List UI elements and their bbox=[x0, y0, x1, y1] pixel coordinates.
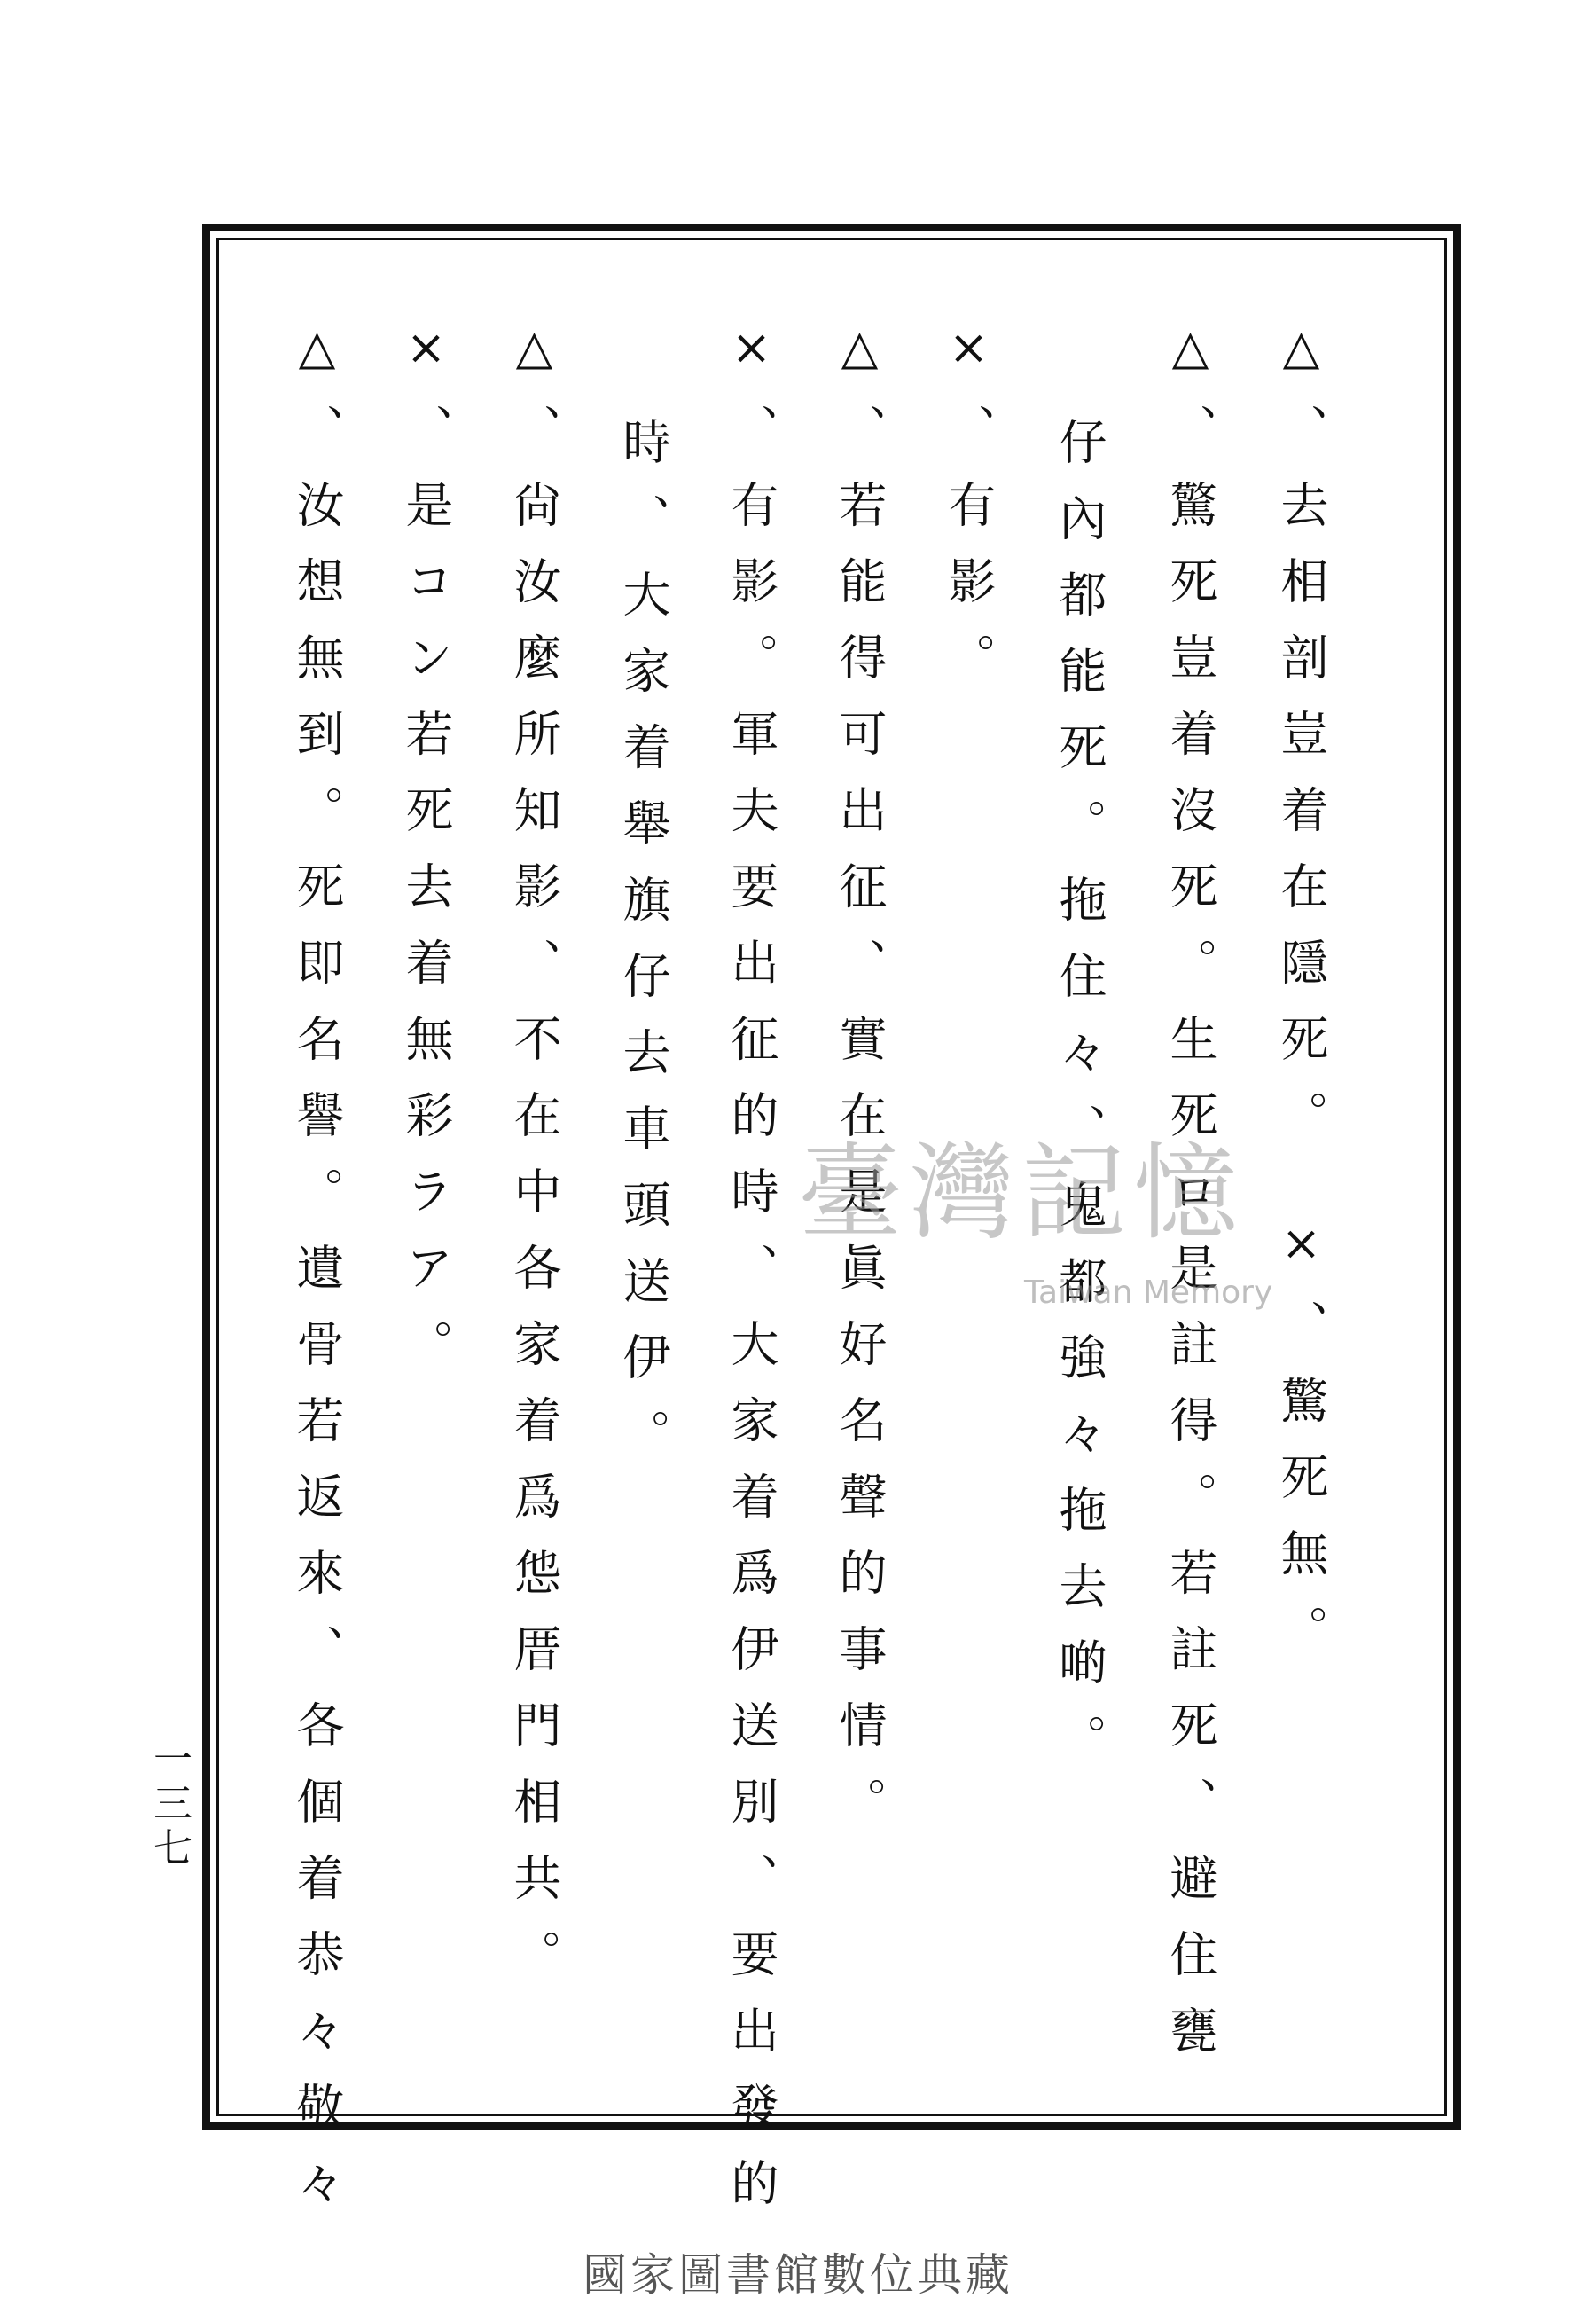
watermark-main: 臺灣記憶 bbox=[798, 1132, 1246, 1254]
watermark-sub: Taiwan Memory bbox=[1024, 1275, 1273, 1311]
text-column-7: 時、大家着舉旗仔去車頭送伊。 bbox=[615, 417, 671, 1485]
text-column-8: △、尙汝麼所知影、不在中各家着爲怹厝門相共。 bbox=[506, 319, 562, 2005]
text-column-10: △、汝想無到。死即名譽。遺骨若返來、各個着恭々敬々 bbox=[289, 319, 345, 2234]
page-number: 一三七 bbox=[146, 1738, 192, 1871]
text-column-6: ×、有影。軍夫要出征的時、大家着爲伊送別、要出發的 bbox=[724, 319, 779, 2234]
text-column-4: ×、有影。 bbox=[941, 319, 997, 709]
text-column-1: △、去相剖豈着在隱死。 bbox=[1273, 319, 1329, 1166]
text-column-9: ×、是コン若死去着無彩ラア。 bbox=[398, 319, 454, 1395]
text-column-2: △、驚死豈着沒死。生死ロ是註得。若註死、避住甕 bbox=[1162, 319, 1218, 2082]
footer-caption: 國家圖書館數位典藏 bbox=[583, 2249, 1013, 2301]
text-column-5: △、若能得可出征、實在是眞好名聲的事情。 bbox=[832, 319, 888, 1853]
watermark bbox=[798, 1109, 1295, 1322]
text-column-11: ×、驚死無。 bbox=[1273, 1215, 1329, 1681]
text-column-3: 仔內都能死。拖住々、鬼都強々拖去啲。 bbox=[1052, 417, 1107, 1790]
